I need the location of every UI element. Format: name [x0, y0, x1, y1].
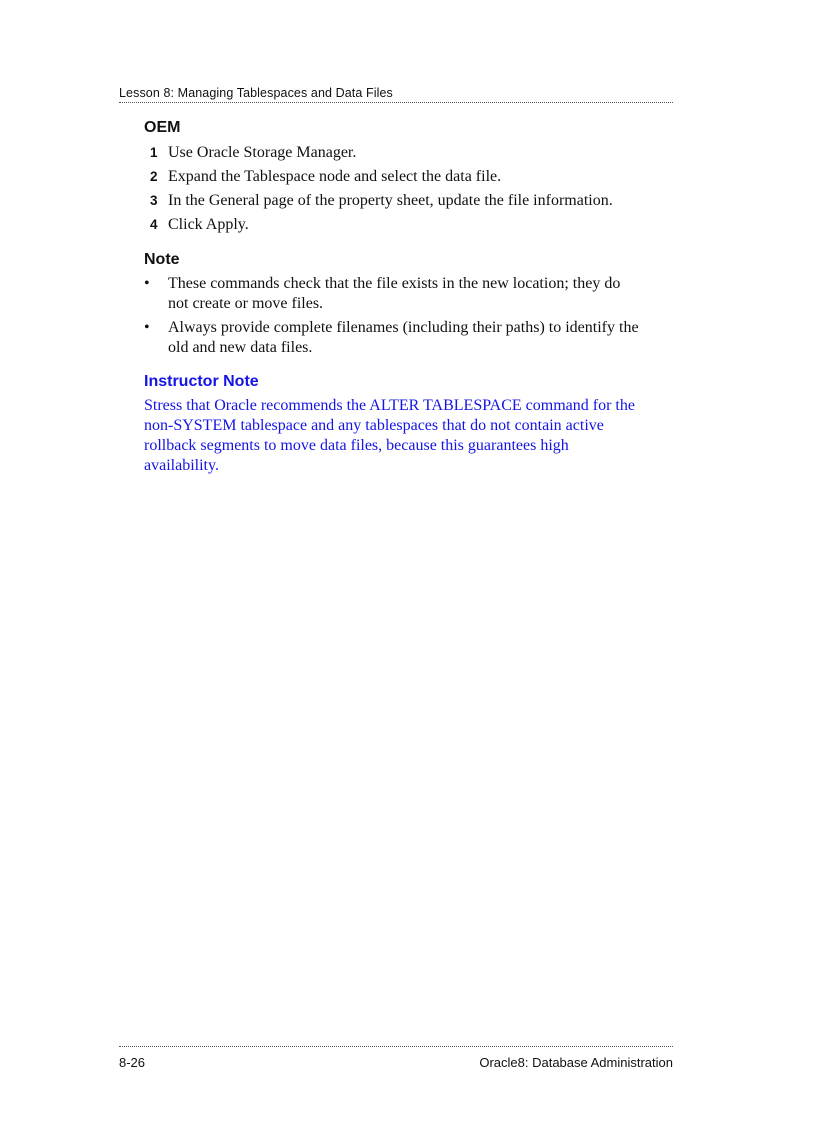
step-number: 2 [150, 169, 158, 184]
bullet-icon: • [144, 275, 150, 292]
step-text: Click Apply. [168, 216, 249, 233]
bullet-icon: • [144, 319, 150, 336]
oem-step [144, 189, 644, 213]
instructor-note-heading: Instructor Note [144, 373, 259, 390]
step-number: 1 [150, 145, 158, 160]
oem-step [144, 213, 644, 237]
step-text: In the General page of the property sheet, update the file information. [168, 192, 613, 209]
oem-heading: OEM [144, 119, 181, 136]
footer-book-title: Oracle8: Database Administration [479, 1055, 673, 1070]
note-item [144, 318, 644, 358]
note-bullet-list [144, 274, 644, 358]
instructor-note-text: Stress that Oracle recommends the ALTER TABLESPACE command for the non-SYSTEM tablespace and any tablespaces that do not contain active rollback segments to move data files, because this guarantees high availability. [144, 397, 635, 474]
step-number: 4 [150, 217, 158, 232]
page-content [144, 118, 644, 476]
oem-step [144, 141, 644, 165]
oem-step [144, 165, 644, 189]
step-text: Use Oracle Storage Manager. [168, 144, 357, 161]
note-item [144, 274, 644, 314]
page-footer [119, 1046, 673, 1071]
step-text: Expand the Tablespace node and select the data file. [168, 168, 502, 185]
page-header [119, 84, 673, 103]
step-number: 3 [150, 193, 158, 208]
note-heading: Note [144, 251, 180, 268]
footer-page-number: 8-26 [119, 1055, 146, 1070]
oem-steps-list [144, 141, 644, 237]
header-title: Lesson 8: Managing Tablespaces and Data Files [119, 86, 393, 100]
note-item-text: These commands check that the file exists in the new location; they do not create or move files. [168, 275, 621, 312]
note-item-text: Always provide complete filenames (including their paths) to identify the old and new data files. [168, 319, 639, 356]
